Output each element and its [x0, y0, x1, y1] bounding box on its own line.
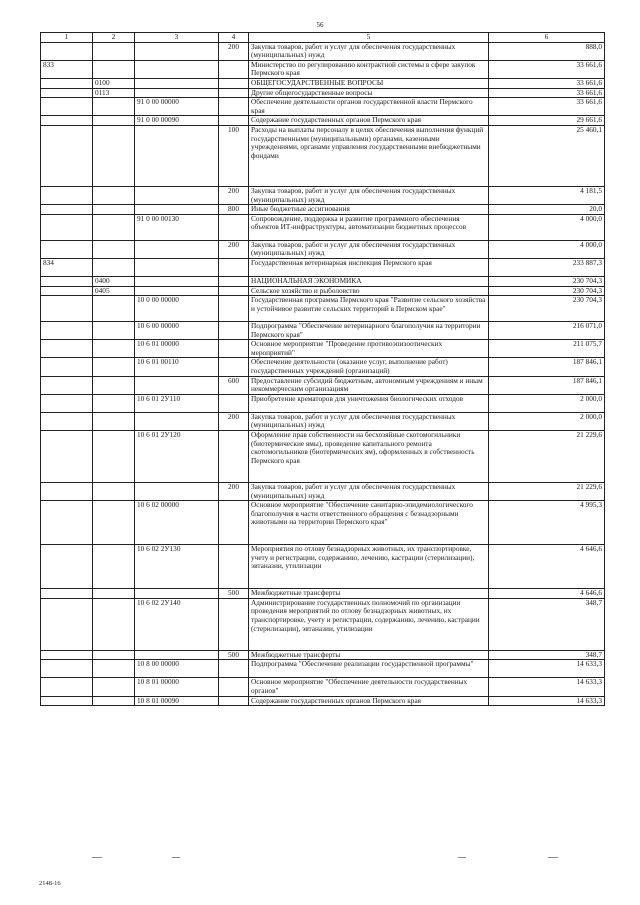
cell-c3: [135, 125, 219, 186]
cell-c6: 33 661,6: [489, 78, 605, 88]
page-number: 56: [316, 21, 324, 29]
cell-c1: 833: [41, 60, 93, 78]
cell-c1: [41, 545, 93, 589]
cell-c5: Предоставление субсидий бюджетным, автономным учреждениям и иным некоммерческим организациям: [249, 376, 489, 394]
cell-c6: 29 661,6: [489, 116, 605, 126]
cell-c1: [41, 322, 93, 340]
cell-c5: Государственная программа Пермского края "Развитие сельского хозяйства и устойчивое развитие сельских территорий в Пермском крае": [249, 296, 489, 322]
cell-c5: Приобретение крематоров для уничтожения биологических отходов: [249, 394, 489, 412]
cell-c6: 4 000,0: [489, 240, 605, 258]
cell-c3: 10 6 02 2У130: [135, 545, 219, 589]
cell-c1: [41, 276, 93, 286]
table-row: [41, 286, 605, 296]
cell-c1: [41, 650, 93, 660]
cell-c5: Содержание государственных органов Пермского края: [249, 116, 489, 126]
cell-c4: [219, 116, 249, 126]
cell-c1: [41, 340, 93, 358]
cell-c2: [93, 394, 135, 412]
cell-c4: [219, 545, 249, 589]
cell-c5: Подпрограмма "Обеспечение ветеринарного благополучия на территории Пермского края": [249, 322, 489, 340]
cell-c3: 91 0 00 00130: [135, 214, 219, 240]
cell-c2: [93, 98, 135, 116]
cell-c4: 800: [219, 205, 249, 215]
cell-c6: 21 229,6: [489, 431, 605, 483]
cell-c2: 0113: [93, 88, 135, 98]
cell-c6: 14 633,3: [489, 678, 605, 696]
cell-c3: 10 8 01 00000: [135, 678, 219, 696]
cell-c3: [135, 376, 219, 394]
table-row: [41, 545, 605, 589]
cell-c5: Межбюджетные трансферты: [249, 589, 489, 599]
cell-c5: Обеспечение деятельности органов государственной власти Пермского края: [249, 98, 489, 116]
scan-artifacts: [0, 857, 640, 863]
cell-c3: [135, 589, 219, 599]
cell-c3: 10 6 01 2У110: [135, 394, 219, 412]
cell-c4: [219, 78, 249, 88]
table-row: [41, 60, 605, 78]
cell-c4: 100: [219, 125, 249, 186]
table-row: [41, 483, 605, 501]
cell-c4: [219, 431, 249, 483]
cell-c5: Закупка товаров, работ и услуг для обеспечения государственных (муниципальных) нужд: [249, 240, 489, 258]
table-header-row: [41, 33, 605, 43]
cell-c2: [93, 412, 135, 430]
cell-c1: [41, 205, 93, 215]
table-row: [41, 660, 605, 678]
cell-c1: [41, 98, 93, 116]
cell-c5: Мероприятия по отлову безнадзорных животных, их транспортировке, учету и регистрации, содержанию, лечению, кастрации (стерилизации), эвтаназии, утилизации: [249, 545, 489, 589]
cell-c4: [219, 358, 249, 376]
cell-c4: 200: [219, 42, 249, 60]
cell-c4: [219, 598, 249, 650]
cell-c2: [93, 660, 135, 678]
cell-c1: [41, 214, 93, 240]
cell-c6: 33 661,6: [489, 60, 605, 78]
cell-c5: Иные бюджетные ассигнования: [249, 205, 489, 215]
cell-c5: Администрирование государственных полномочий по организации проведения мероприятий по отлову безнадзорных животных, их транспортировке, учету и регистрации, содержанию, лечению, кастрации (стерилизации), эвтаназии, утилизации: [249, 598, 489, 650]
cell-c1: [41, 78, 93, 88]
header-cell: 5: [249, 33, 489, 43]
cell-c3: [135, 276, 219, 286]
cell-c3: 10 8 01 00090: [135, 696, 219, 706]
cell-c2: [93, 205, 135, 215]
cell-c2: [93, 186, 135, 204]
document-code: 2148-16: [39, 880, 61, 887]
cell-c4: [219, 98, 249, 116]
cell-c3: [135, 286, 219, 296]
cell-c6: 348,7: [489, 598, 605, 650]
cell-c6: 233 887,3: [489, 258, 605, 276]
cell-c3: [135, 42, 219, 60]
cell-c2: [93, 42, 135, 60]
cell-c6: 348,7: [489, 650, 605, 660]
cell-c1: [41, 483, 93, 501]
cell-c3: [135, 205, 219, 215]
cell-c4: 500: [219, 589, 249, 599]
table-row: [41, 598, 605, 650]
cell-c5: Основное мероприятие "Обеспечение деятельности государственных органов": [249, 678, 489, 696]
table-row: [41, 276, 605, 286]
cell-c3: [135, 78, 219, 88]
cell-c1: 834: [41, 258, 93, 276]
cell-c1: [41, 296, 93, 322]
header-cell: 3: [135, 33, 219, 43]
cell-c2: [93, 340, 135, 358]
cell-c3: [135, 258, 219, 276]
header-cell: 6: [489, 33, 605, 43]
cell-c3: 10 6 01 00110: [135, 358, 219, 376]
table-row: [41, 205, 605, 215]
cell-c3: [135, 240, 219, 258]
table-row: [41, 78, 605, 88]
cell-c4: [219, 214, 249, 240]
cell-c2: [93, 125, 135, 186]
table-row: [41, 678, 605, 696]
cell-c4: [219, 394, 249, 412]
cell-c4: [219, 501, 249, 545]
cell-c5: Сельское хозяйство и рыболовство: [249, 286, 489, 296]
cell-c2: [93, 431, 135, 483]
table-row: [41, 412, 605, 430]
table-row: [41, 42, 605, 60]
cell-c4: 500: [219, 650, 249, 660]
cell-c5: Закупка товаров, работ и услуг для обеспечения государственных (муниципальных) нужд: [249, 186, 489, 204]
cell-c4: [219, 88, 249, 98]
cell-c4: [219, 258, 249, 276]
cell-c2: 0405: [93, 286, 135, 296]
cell-c6: 230 704,3: [489, 296, 605, 322]
table-row: [41, 589, 605, 599]
header-cell: 1: [41, 33, 93, 43]
table-row: [41, 322, 605, 340]
cell-c1: [41, 42, 93, 60]
cell-c6: 4 995,3: [489, 501, 605, 545]
table-row: [41, 240, 605, 258]
cell-c5: Закупка товаров, работ и услуг для обеспечения государственных (муниципальных) нужд: [249, 483, 489, 501]
cell-c2: [93, 258, 135, 276]
cell-c1: [41, 88, 93, 98]
cell-c3: [135, 186, 219, 204]
cell-c5: Закупка товаров, работ и услуг для обеспечения государственных (муниципальных) нужд: [249, 412, 489, 430]
cell-c1: [41, 412, 93, 430]
cell-c2: [93, 214, 135, 240]
cell-c2: [93, 545, 135, 589]
cell-c6: 187 846,1: [489, 358, 605, 376]
cell-c1: [41, 125, 93, 186]
cell-c6: 20,0: [489, 205, 605, 215]
cell-c1: [41, 431, 93, 483]
cell-c5: Министерство по регулированию контрактной системы в сфере закупок Пермского края: [249, 60, 489, 78]
cell-c4: [219, 340, 249, 358]
cell-c3: 91 0 00 00090: [135, 116, 219, 126]
cell-c6: 888,0: [489, 42, 605, 60]
table-row: [41, 258, 605, 276]
cell-c1: [41, 598, 93, 650]
cell-c5: Подпрограмма "Обеспечение реализации государственной программы": [249, 660, 489, 678]
table-row: [41, 696, 605, 706]
cell-c6: 33 661,6: [489, 88, 605, 98]
cell-c3: [135, 412, 219, 430]
table-row: [41, 98, 605, 116]
cell-c2: [93, 589, 135, 599]
cell-c6: 14 633,3: [489, 696, 605, 706]
cell-c4: [219, 678, 249, 696]
cell-c1: [41, 376, 93, 394]
cell-c1: [41, 286, 93, 296]
cell-c4: [219, 296, 249, 322]
cell-c1: [41, 501, 93, 545]
cell-c3: [135, 483, 219, 501]
cell-c3: [135, 650, 219, 660]
cell-c1: [41, 678, 93, 696]
cell-c4: 600: [219, 376, 249, 394]
cell-c4: [219, 60, 249, 78]
header-cell: 2: [93, 33, 135, 43]
cell-c2: [93, 322, 135, 340]
cell-c4: [219, 276, 249, 286]
cell-c3: 10 6 02 2У140: [135, 598, 219, 650]
table-row: [41, 125, 605, 186]
cell-c5: Содержание государственных органов Пермского края: [249, 696, 489, 706]
cell-c3: 10 8 00 00000: [135, 660, 219, 678]
table-row: [41, 394, 605, 412]
cell-c5: ОБЩЕГОСУДАРСТВЕННЫЕ ВОПРОСЫ: [249, 78, 489, 88]
cell-c6: 211 075,7: [489, 340, 605, 358]
cell-c5: Расходы на выплаты персоналу в целях обеспечения выполнения функций государственными (муниципальными) органами, казенными учреждениями, органами управления государственными внебюджетными фондами: [249, 125, 489, 186]
cell-c2: [93, 678, 135, 696]
cell-c3: 10 6 01 2У120: [135, 431, 219, 483]
cell-c2: [93, 358, 135, 376]
cell-c2: [93, 296, 135, 322]
cell-c2: [93, 483, 135, 501]
table-row: [41, 358, 605, 376]
budget-table: [40, 32, 605, 706]
table-row: [41, 376, 605, 394]
cell-c3: 10 6 02 00000: [135, 501, 219, 545]
cell-c3: 10 6 00 00000: [135, 322, 219, 340]
cell-c2: [93, 501, 135, 545]
table-row: [41, 116, 605, 126]
cell-c6: 4 646,6: [489, 545, 605, 589]
cell-c5: Другие общегосударственные вопросы: [249, 88, 489, 98]
cell-c2: [93, 598, 135, 650]
cell-c6: 14 633,3: [489, 660, 605, 678]
cell-c2: [93, 696, 135, 706]
cell-c4: [219, 696, 249, 706]
cell-c1: [41, 116, 93, 126]
cell-c6: 25 460,1: [489, 125, 605, 186]
cell-c5: Сопровождение, поддержка и развитие программного обеспечения объектов ИТ-инфраструктуры, автоматизации бюджетных процессов: [249, 214, 489, 240]
cell-c2: [93, 376, 135, 394]
cell-c3: [135, 88, 219, 98]
cell-c5: НАЦИОНАЛЬНАЯ ЭКОНОМИКА: [249, 276, 489, 286]
table-row: [41, 214, 605, 240]
table-row: [41, 88, 605, 98]
cell-c3: 10 6 01 00000: [135, 340, 219, 358]
table-row: [41, 296, 605, 322]
cell-c6: 187 846,1: [489, 376, 605, 394]
cell-c4: [219, 286, 249, 296]
cell-c6: 33 661,6: [489, 98, 605, 116]
cell-c1: [41, 186, 93, 204]
cell-c3: 10 0 00 00000: [135, 296, 219, 322]
table-row: [41, 186, 605, 204]
cell-c6: 216 071,0: [489, 322, 605, 340]
cell-c2: 0400: [93, 276, 135, 286]
cell-c5: Межбюджетные трансферты: [249, 650, 489, 660]
cell-c1: [41, 240, 93, 258]
cell-c6: 21 229,6: [489, 483, 605, 501]
cell-c5: Государственная ветеринарная инспекция Пермского края: [249, 258, 489, 276]
cell-c3: 91 0 00 00000: [135, 98, 219, 116]
cell-c6: 4 646,6: [489, 589, 605, 599]
cell-c2: [93, 650, 135, 660]
cell-c4: 200: [219, 483, 249, 501]
cell-c5: Закупка товаров, работ и услуг для обеспечения государственных (муниципальных) нужд: [249, 42, 489, 60]
cell-c2: [93, 240, 135, 258]
cell-c2: [93, 60, 135, 78]
cell-c5: Обеспечение деятельности (оказание услуг, выполнение работ) государственных учреждений (организаций): [249, 358, 489, 376]
header-cell: 4: [219, 33, 249, 43]
cell-c1: [41, 394, 93, 412]
cell-c6: 2 000,0: [489, 412, 605, 430]
cell-c4: 200: [219, 186, 249, 204]
table-row: [41, 501, 605, 545]
table-row: [41, 650, 605, 660]
cell-c1: [41, 589, 93, 599]
cell-c1: [41, 696, 93, 706]
cell-c6: 4 181,5: [489, 186, 605, 204]
cell-c6: 230 704,3: [489, 276, 605, 286]
cell-c2: [93, 116, 135, 126]
cell-c6: 2 000,0: [489, 394, 605, 412]
cell-c4: [219, 322, 249, 340]
table-row: [41, 431, 605, 483]
cell-c6: 230 704,3: [489, 286, 605, 296]
cell-c6: 4 000,0: [489, 214, 605, 240]
cell-c5: Основное мероприятие "Обеспечение санитарно-эпидемиологического благополучия в части ответственного обращения с безнадзорными животными на территории Пермского края": [249, 501, 489, 545]
table-row: [41, 340, 605, 358]
cell-c4: [219, 660, 249, 678]
cell-c5: Основное мероприятие "Проведение противоэпизоотических мероприятий": [249, 340, 489, 358]
cell-c1: [41, 358, 93, 376]
cell-c4: 200: [219, 412, 249, 430]
cell-c1: [41, 660, 93, 678]
cell-c3: [135, 60, 219, 78]
cell-c2: 0100: [93, 78, 135, 88]
cell-c5: Оформление прав собственности на бесхозяйные скотомогильники (биотермические ямы), проведение капитального ремонта скотомогильников (биотермических ям), оформленных в собственность Пермского края: [249, 431, 489, 483]
cell-c4: 200: [219, 240, 249, 258]
